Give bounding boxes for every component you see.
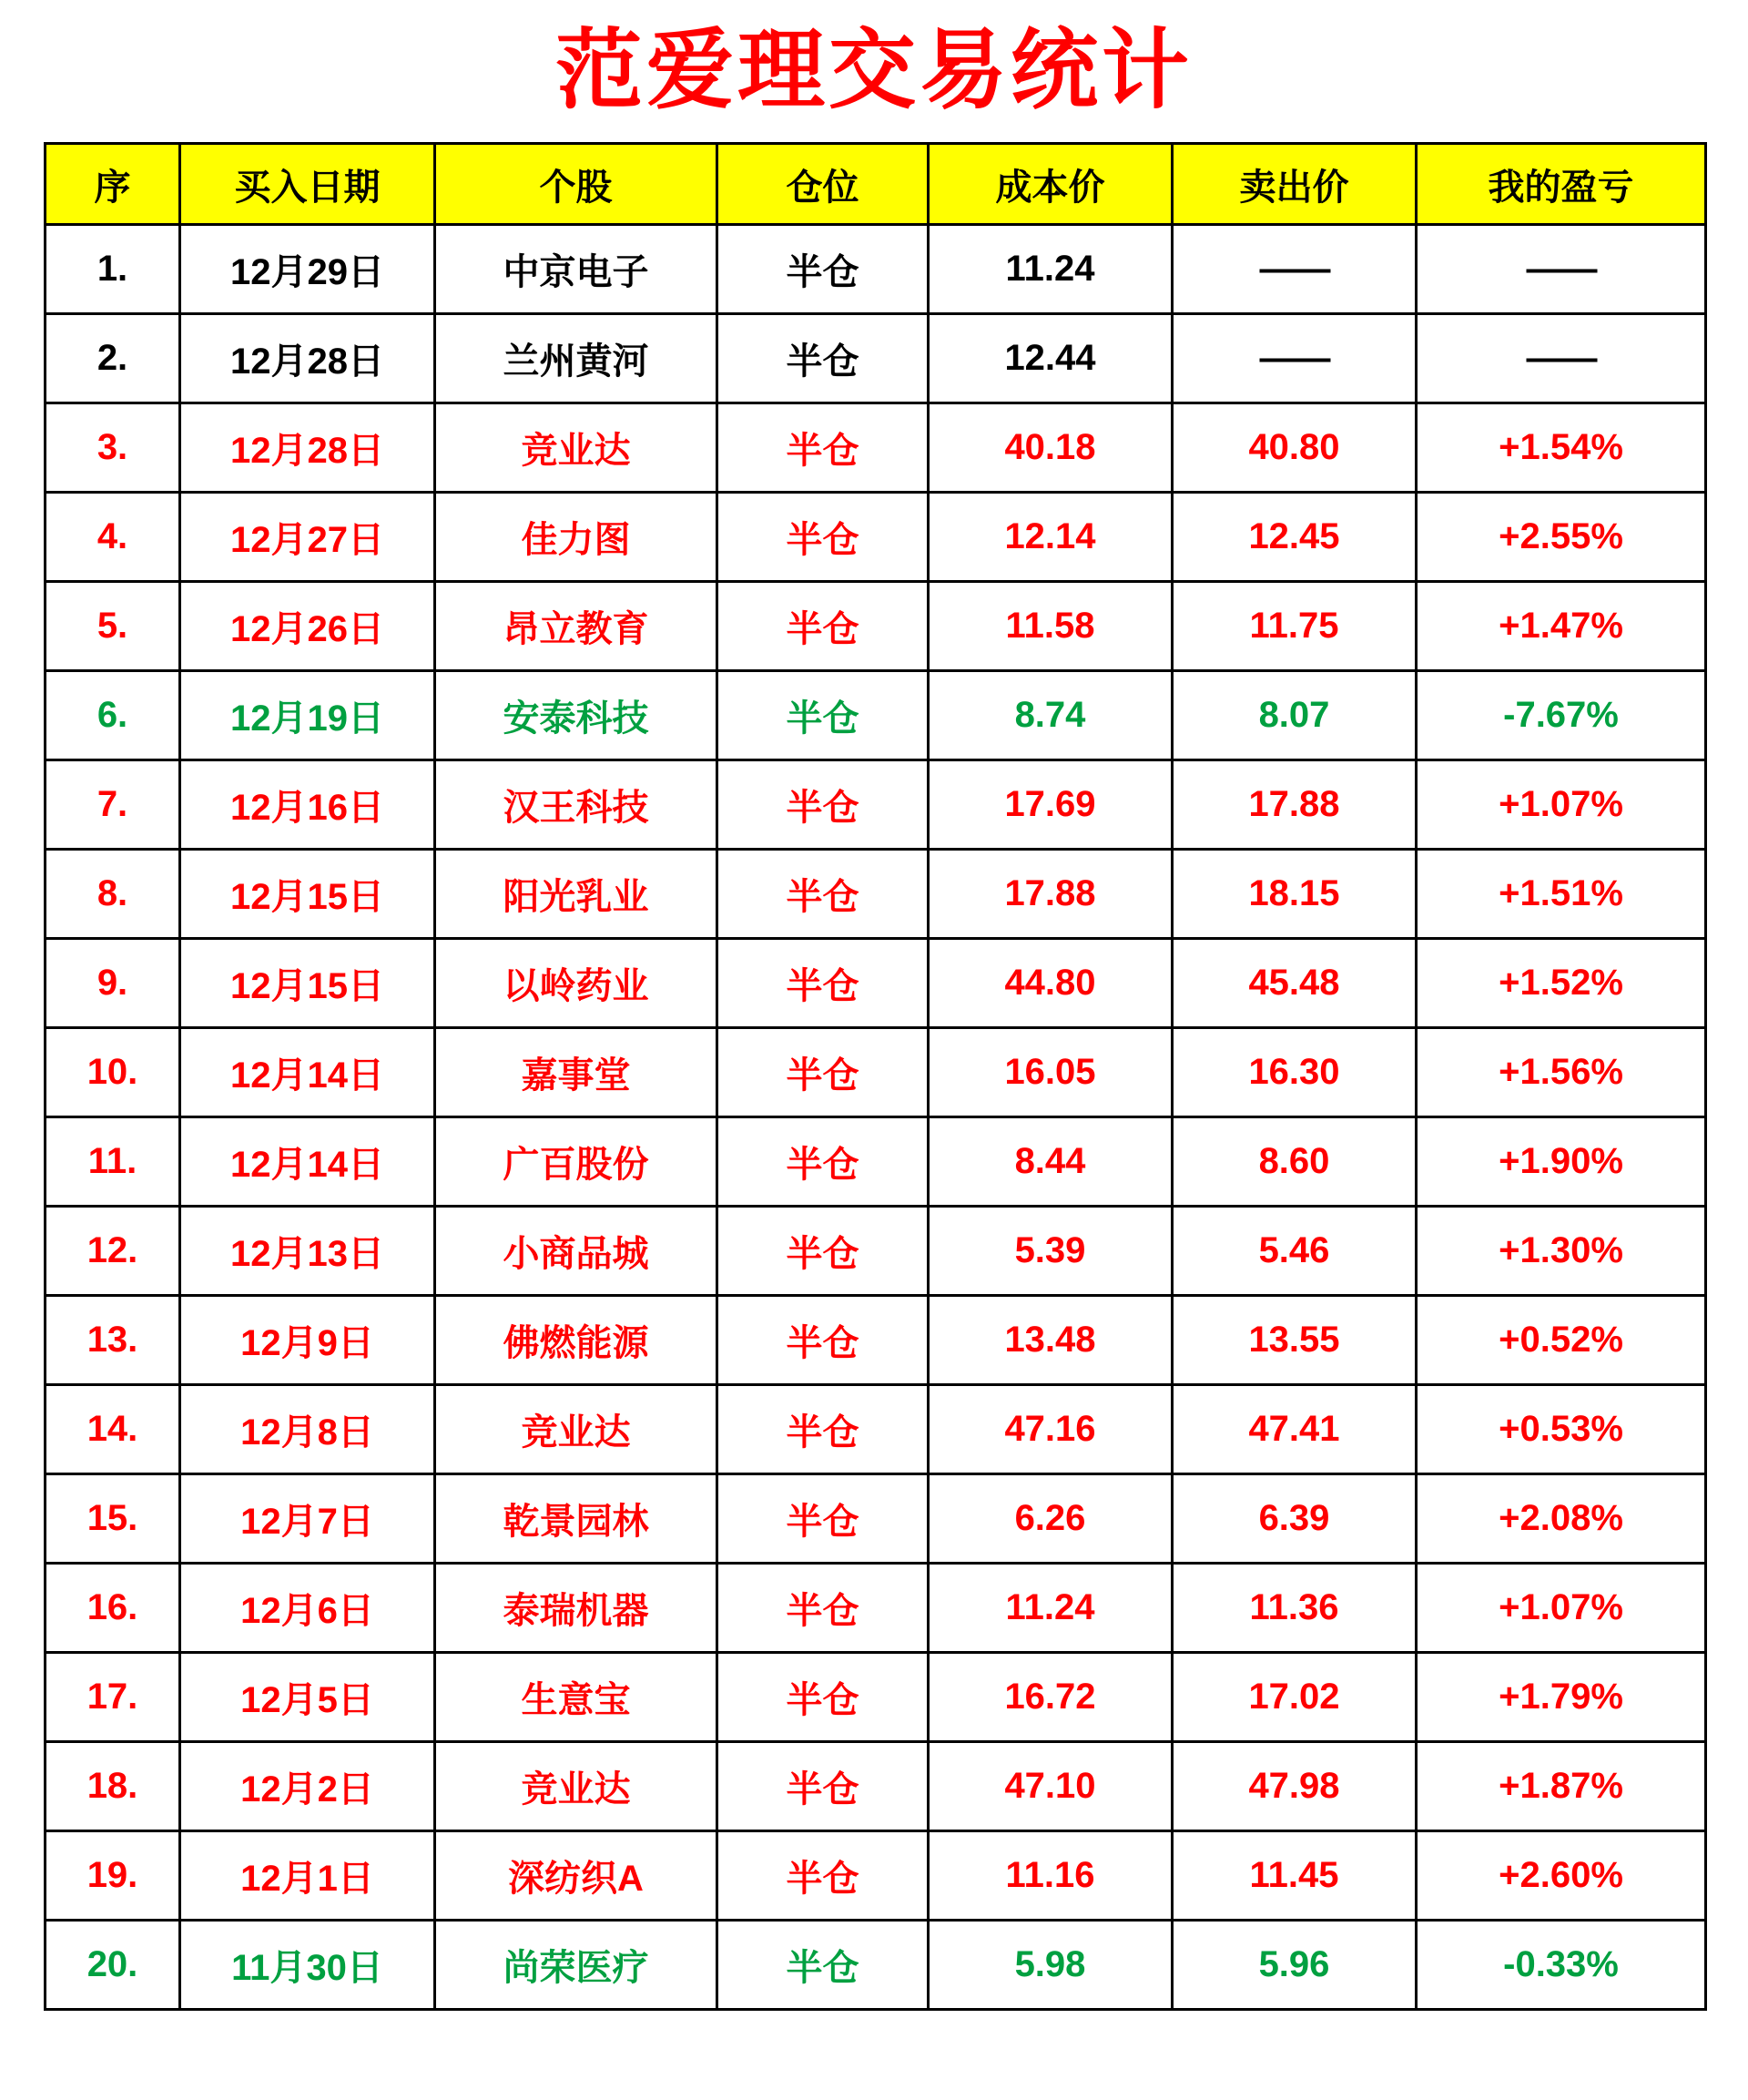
- cell-index: 4.: [46, 493, 180, 582]
- cell-index: 2.: [46, 314, 180, 403]
- cell-buy-date: 12月2日: [180, 1742, 435, 1831]
- table-header: [46, 144, 1706, 225]
- cell-stock: 昂立教育: [435, 582, 717, 671]
- cell-sell-price: 18.15: [1173, 850, 1417, 939]
- table-row: [46, 1117, 1706, 1207]
- cell-cost-price: 16.72: [929, 1653, 1173, 1742]
- cell-cost-price: 6.26: [929, 1474, 1173, 1564]
- cell-sell-price: 12.45: [1173, 493, 1417, 582]
- cell-index: 19.: [46, 1831, 180, 1921]
- cell-cost-price: 5.39: [929, 1207, 1173, 1296]
- cell-sell-price: 17.02: [1173, 1653, 1417, 1742]
- cell-sell-price: 6.39: [1173, 1474, 1417, 1564]
- cell-position: 半仓: [717, 1742, 929, 1831]
- cell-buy-date: 12月16日: [180, 760, 435, 850]
- table-row: [46, 760, 1706, 850]
- cell-sell-price: ——: [1173, 314, 1417, 403]
- cell-sell-price: 13.55: [1173, 1296, 1417, 1385]
- cell-buy-date: 11月30日: [180, 1921, 435, 2010]
- cell-stock: 竞业达: [435, 1385, 717, 1474]
- cell-sell-price: 47.98: [1173, 1742, 1417, 1831]
- cell-buy-date: 12月14日: [180, 1117, 435, 1207]
- cell-stock: 嘉事堂: [435, 1028, 717, 1117]
- cell-buy-date: 12月26日: [180, 582, 435, 671]
- cell-pnl: +1.47%: [1417, 582, 1706, 671]
- cell-sell-price: 5.96: [1173, 1921, 1417, 2010]
- cell-sell-price: 11.75: [1173, 582, 1417, 671]
- cell-index: 17.: [46, 1653, 180, 1742]
- cell-buy-date: 12月14日: [180, 1028, 435, 1117]
- cell-index: 3.: [46, 403, 180, 493]
- cell-buy-date: 12月15日: [180, 850, 435, 939]
- cell-stock: 生意宝: [435, 1653, 717, 1742]
- cell-position: 半仓: [717, 493, 929, 582]
- cell-cost-price: 12.14: [929, 493, 1173, 582]
- column-header-index: 序: [46, 144, 180, 225]
- cell-index: 16.: [46, 1564, 180, 1653]
- cell-pnl: -0.33%: [1417, 1921, 1706, 2010]
- cell-pnl: +2.08%: [1417, 1474, 1706, 1564]
- cell-cost-price: 17.69: [929, 760, 1173, 850]
- cell-pnl: +1.87%: [1417, 1742, 1706, 1831]
- cell-pnl: +1.07%: [1417, 760, 1706, 850]
- cell-sell-price: 11.45: [1173, 1831, 1417, 1921]
- cell-cost-price: 11.16: [929, 1831, 1173, 1921]
- cell-cost-price: 8.44: [929, 1117, 1173, 1207]
- column-header-position: 仓位: [717, 144, 929, 225]
- cell-sell-price: 8.60: [1173, 1117, 1417, 1207]
- cell-pnl: +1.52%: [1417, 939, 1706, 1028]
- table-row: [46, 939, 1706, 1028]
- cell-cost-price: 44.80: [929, 939, 1173, 1028]
- cell-pnl: +1.54%: [1417, 403, 1706, 493]
- cell-position: 半仓: [717, 1474, 929, 1564]
- cell-position: 半仓: [717, 582, 929, 671]
- cell-pnl: +1.30%: [1417, 1207, 1706, 1296]
- cell-cost-price: 40.18: [929, 403, 1173, 493]
- cell-pnl: +0.52%: [1417, 1296, 1706, 1385]
- cell-position: 半仓: [717, 1564, 929, 1653]
- table-header-row: [46, 144, 1706, 225]
- cell-cost-price: 47.16: [929, 1385, 1173, 1474]
- cell-buy-date: 12月29日: [180, 225, 435, 314]
- cell-sell-price: 16.30: [1173, 1028, 1417, 1117]
- cell-buy-date: 12月27日: [180, 493, 435, 582]
- table-row: [46, 403, 1706, 493]
- cell-stock: 汉王科技: [435, 760, 717, 850]
- cell-position: 半仓: [717, 1296, 929, 1385]
- cell-index: 10.: [46, 1028, 180, 1117]
- cell-buy-date: 12月6日: [180, 1564, 435, 1653]
- table-row: [46, 850, 1706, 939]
- cell-stock: 中京电子: [435, 225, 717, 314]
- cell-stock: 广百股份: [435, 1117, 717, 1207]
- column-header-stock: 个股: [435, 144, 717, 225]
- cell-cost-price: 12.44: [929, 314, 1173, 403]
- cell-pnl: -7.67%: [1417, 671, 1706, 760]
- table-row: [46, 1028, 1706, 1117]
- table-row: [46, 1831, 1706, 1921]
- cell-index: 1.: [46, 225, 180, 314]
- cell-stock: 佛燃能源: [435, 1296, 717, 1385]
- table-row: [46, 582, 1706, 671]
- cell-pnl: +1.79%: [1417, 1653, 1706, 1742]
- cell-sell-price: 47.41: [1173, 1385, 1417, 1474]
- table-row: [46, 1742, 1706, 1831]
- cell-stock: 竞业达: [435, 403, 717, 493]
- cell-buy-date: 12月13日: [180, 1207, 435, 1296]
- cell-cost-price: 11.58: [929, 582, 1173, 671]
- cell-index: 7.: [46, 760, 180, 850]
- cell-buy-date: 12月7日: [180, 1474, 435, 1564]
- table-row: [46, 225, 1706, 314]
- cell-buy-date: 12月1日: [180, 1831, 435, 1921]
- cell-pnl: +1.56%: [1417, 1028, 1706, 1117]
- cell-stock: 深纺织A: [435, 1831, 717, 1921]
- cell-cost-price: 11.24: [929, 225, 1173, 314]
- cell-buy-date: 12月8日: [180, 1385, 435, 1474]
- cell-buy-date: 12月19日: [180, 671, 435, 760]
- cell-position: 半仓: [717, 1831, 929, 1921]
- table-row: [46, 671, 1706, 760]
- cell-position: 半仓: [717, 760, 929, 850]
- cell-sell-price: 40.80: [1173, 403, 1417, 493]
- cell-position: 半仓: [717, 1921, 929, 2010]
- table-row: [46, 1474, 1706, 1564]
- table-row: [46, 1653, 1706, 1742]
- table-row: [46, 1921, 1706, 2010]
- cell-stock: 竞业达: [435, 1742, 717, 1831]
- cell-stock: 乾景园林: [435, 1474, 717, 1564]
- cell-sell-price: ——: [1173, 225, 1417, 314]
- cell-index: 9.: [46, 939, 180, 1028]
- cell-index: 15.: [46, 1474, 180, 1564]
- cell-stock: 安泰科技: [435, 671, 717, 760]
- cell-pnl: +2.55%: [1417, 493, 1706, 582]
- cell-index: 6.: [46, 671, 180, 760]
- cell-cost-price: 5.98: [929, 1921, 1173, 2010]
- cell-pnl: ——: [1417, 314, 1706, 403]
- cell-sell-price: 11.36: [1173, 1564, 1417, 1653]
- column-header-buy-date: 买入日期: [180, 144, 435, 225]
- cell-index: 5.: [46, 582, 180, 671]
- cell-stock: 以岭药业: [435, 939, 717, 1028]
- table-row: [46, 1207, 1706, 1296]
- cell-index: 14.: [46, 1385, 180, 1474]
- cell-position: 半仓: [717, 939, 929, 1028]
- cell-sell-price: 8.07: [1173, 671, 1417, 760]
- cell-sell-price: 17.88: [1173, 760, 1417, 850]
- cell-pnl: +2.60%: [1417, 1831, 1706, 1921]
- cell-pnl: +1.51%: [1417, 850, 1706, 939]
- cell-index: 20.: [46, 1921, 180, 2010]
- column-header-cost-price: 成本价: [929, 144, 1173, 225]
- cell-buy-date: 12月28日: [180, 403, 435, 493]
- cell-stock: 泰瑞机器: [435, 1564, 717, 1653]
- cell-buy-date: 12月15日: [180, 939, 435, 1028]
- page-title: 范爱理交易统计: [555, 22, 1193, 119]
- cell-stock: 阳光乳业: [435, 850, 717, 939]
- cell-cost-price: 8.74: [929, 671, 1173, 760]
- cell-buy-date: 12月9日: [180, 1296, 435, 1385]
- cell-stock: 尚荣医疗: [435, 1921, 717, 2010]
- table-row: [46, 1296, 1706, 1385]
- cell-position: 半仓: [717, 850, 929, 939]
- column-header-sell-price: 卖出价: [1173, 144, 1417, 225]
- cell-position: 半仓: [717, 1117, 929, 1207]
- table-row: [46, 1385, 1706, 1474]
- cell-position: 半仓: [717, 314, 929, 403]
- cell-position: 半仓: [717, 403, 929, 493]
- cell-pnl: +1.90%: [1417, 1117, 1706, 1207]
- trade-statistics-table: [44, 142, 1707, 2011]
- cell-buy-date: 12月5日: [180, 1653, 435, 1742]
- cell-position: 半仓: [717, 1028, 929, 1117]
- cell-sell-price: 5.46: [1173, 1207, 1417, 1296]
- cell-stock: 佳力图: [435, 493, 717, 582]
- cell-position: 半仓: [717, 1207, 929, 1296]
- cell-pnl: +0.53%: [1417, 1385, 1706, 1474]
- cell-pnl: ——: [1417, 225, 1706, 314]
- table-body: [46, 225, 1706, 2010]
- cell-position: 半仓: [717, 671, 929, 760]
- table-row: [46, 493, 1706, 582]
- cell-index: 18.: [46, 1742, 180, 1831]
- cell-index: 8.: [46, 850, 180, 939]
- cell-cost-price: 13.48: [929, 1296, 1173, 1385]
- cell-position: 半仓: [717, 225, 929, 314]
- cell-cost-price: 47.10: [929, 1742, 1173, 1831]
- column-header-pnl: 我的盈亏: [1417, 144, 1706, 225]
- cell-cost-price: 16.05: [929, 1028, 1173, 1117]
- table-row: [46, 314, 1706, 403]
- cell-position: 半仓: [717, 1653, 929, 1742]
- cell-stock: 兰州黄河: [435, 314, 717, 403]
- cell-index: 13.: [46, 1296, 180, 1385]
- cell-pnl: +1.07%: [1417, 1564, 1706, 1653]
- table-row: [46, 1564, 1706, 1653]
- cell-sell-price: 45.48: [1173, 939, 1417, 1028]
- cell-index: 12.: [46, 1207, 180, 1296]
- cell-stock: 小商品城: [435, 1207, 717, 1296]
- cell-buy-date: 12月28日: [180, 314, 435, 403]
- cell-index: 11.: [46, 1117, 180, 1207]
- cell-cost-price: 11.24: [929, 1564, 1173, 1653]
- cell-cost-price: 17.88: [929, 850, 1173, 939]
- cell-position: 半仓: [717, 1385, 929, 1474]
